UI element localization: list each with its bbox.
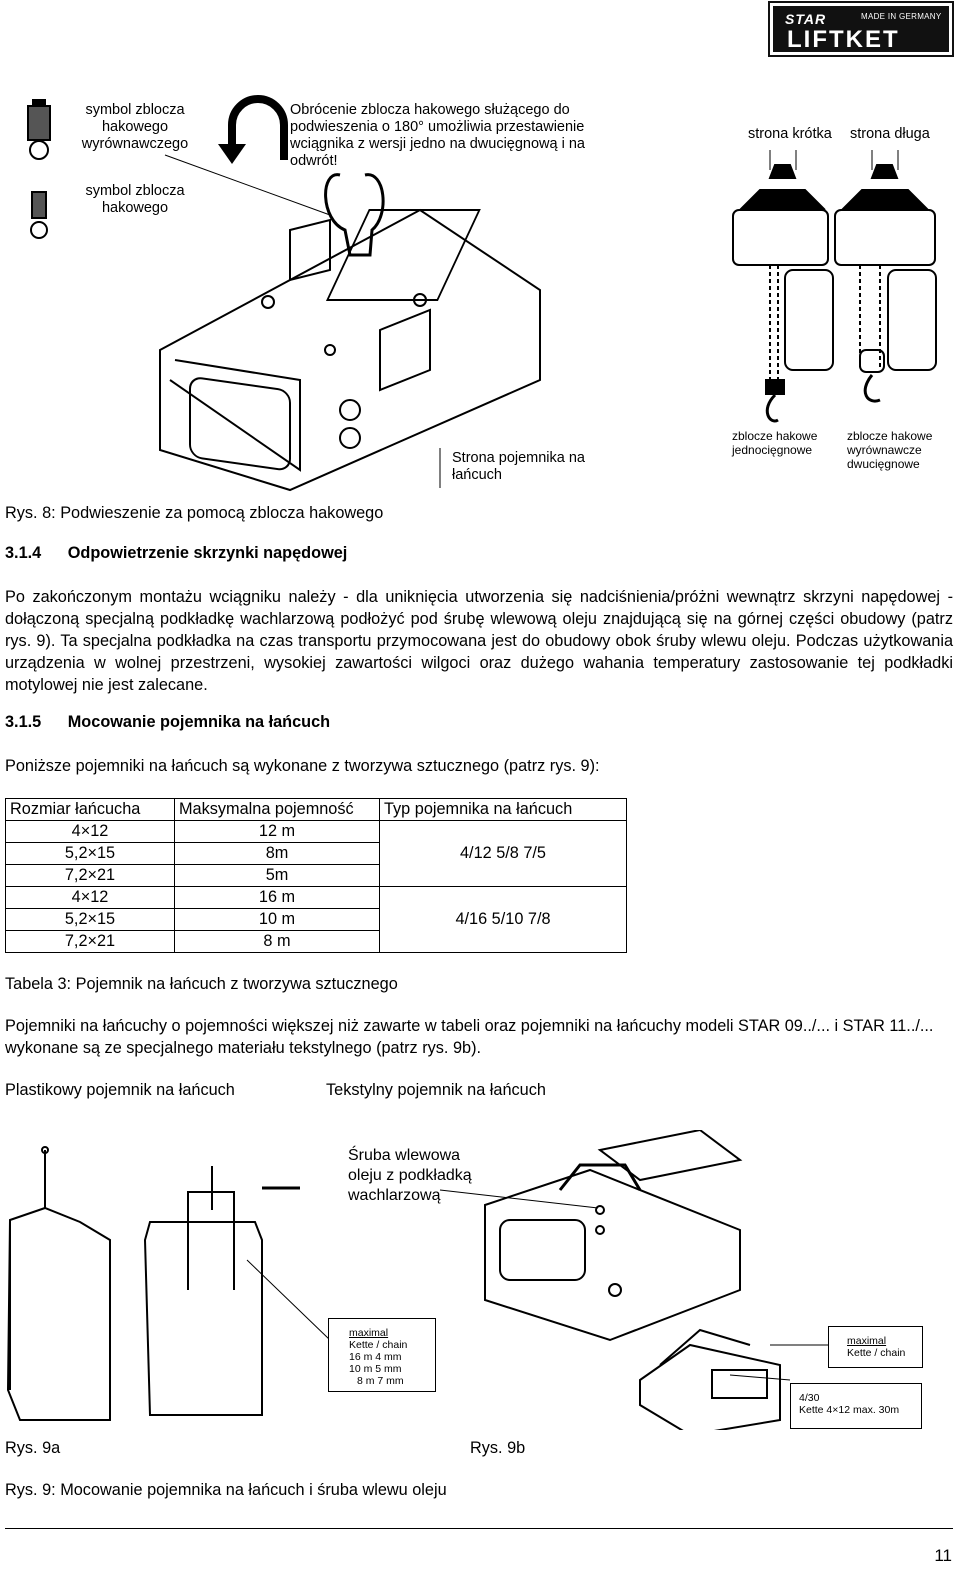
- box-textile-title: maximal: [847, 1335, 887, 1347]
- box-plastic-line: 10 m 5 mm: [349, 1363, 402, 1375]
- label-textile-container: Tekstylny pojemnik na łańcuch: [326, 1081, 546, 1099]
- figure-8-caption: Rys. 8: Podwieszenie za pomocą zblocza hakowego: [5, 504, 384, 522]
- label-short-side: strona krótka: [748, 126, 832, 142]
- box-textile-sub: Kette / chain: [847, 1347, 906, 1359]
- table-cell-type: 4/12 5/8 7/5: [380, 821, 627, 887]
- logo-brand-bottom: LIFTKET: [787, 26, 900, 53]
- single-fall-hoist-drawing: [733, 165, 833, 421]
- table-header-cell: Rozmiar łańcucha: [6, 799, 175, 821]
- brand-logo: [770, 3, 952, 55]
- table-cell: 12 m: [175, 821, 380, 843]
- box-plastic-line: 16 m 4 mm: [349, 1351, 402, 1363]
- textile-note: Pojemniki na łańcuchy o pojemności większej niż zawarte w tabeli oraz pojemniki na łańcuchy modeli STAR 09../... i STAR 11../... wykonane są ze specjalnego materiału tekstylnego (patrz rys. 9b).: [5, 1017, 934, 1057]
- table-row: [6, 821, 627, 843]
- label-single-fall: zblocze hakowe jednocięgnowe: [732, 429, 818, 457]
- box-type-line2: Kette 4×12 max. 30m: [799, 1404, 900, 1416]
- section-315-title: Mocowanie pojemnika na łańcuch: [67, 713, 331, 731]
- label-figure-9a: Rys. 9a: [5, 1439, 61, 1457]
- label-long-side: strona długa: [850, 126, 930, 142]
- textile-hoist-drawing: [440, 1130, 780, 1430]
- plastic-container-front-drawing: [145, 1166, 300, 1415]
- table-header-row: [6, 799, 627, 821]
- table-cell: 4×12: [6, 821, 175, 843]
- table-cell: 7,2×21: [6, 865, 175, 887]
- label-plastic-container: Plastikowy pojemnik na łańcuch: [5, 1081, 235, 1099]
- table-cell: 4×12: [6, 887, 175, 909]
- label-container-side: Strona pojemnika na łańcuch: [452, 450, 585, 483]
- figure-9-caption: Rys. 9: Mocowanie pojemnika na łańcuch i śruba wlewu oleju: [5, 1481, 447, 1499]
- table-cell: 7,2×21: [6, 931, 175, 953]
- section-314-title: Odpowietrzenie skrzynki napędowej: [67, 544, 348, 562]
- table-cell: 5,2×15: [6, 909, 175, 931]
- table-cell: 8m: [175, 843, 380, 865]
- box-plastic-sub: Kette / chain: [349, 1339, 408, 1351]
- table-cell: 10 m: [175, 909, 380, 931]
- label-hook-symbol: symbol zblocza hakowego: [85, 183, 185, 216]
- box-plastic-title: maximal: [349, 1327, 389, 1339]
- section-314-number: 3.1.4: [5, 544, 42, 562]
- box-plastic-line: 8 m 7 mm: [357, 1375, 404, 1387]
- label-rotation-note: Obrócenie zblocza hakowego służącego do podwieszenia o 180° umożliwia przestawienie wciągnika z wersji jedno na dwucięgnową i na odwrót!: [290, 102, 585, 169]
- logo-brand-top: STAR: [785, 11, 827, 27]
- label-figure-9b: Rys. 9b: [470, 1439, 526, 1457]
- rotation-arrow-icon: [218, 99, 284, 164]
- section-314-heading: [5, 544, 347, 563]
- label-double-fall: zblocze hakowe wyrównawcze dwucięgnowe: [847, 429, 933, 471]
- label-balanced-hook-symbol: symbol zblocza hakowego wyrównawczego: [81, 102, 189, 152]
- hoist-drawing: [160, 155, 540, 490]
- label-box-plastic-capacity: [328, 1318, 436, 1392]
- section-314-body: Po zakończonym montażu wciągniku należy - dla uniknięcia utworzenia się nadciśnienia/próżni wewnątrz skrzyni napędowej - dołączoną specjalną podkładkę wachlarzową podłożyć pod śrubę wlewową oleju znajdującą się na górnej części obudowy (patrz rys. 9). Ta specjalna podkładka na czas transportu przymocowana jest do obudowy obok śruby wlewu oleju. Podczas użytkowania urządzenia w wolnej przestrzeni, wysokiej zawartości wilgoci oraz dużego wahania temperatury zastosowanie tej podkładki motylowej nie jest zalecane.: [5, 588, 953, 694]
- section-315-number: 3.1.5: [5, 713, 42, 731]
- page-number: 11: [934, 1546, 952, 1565]
- plastic-container-side-drawing: [8, 1147, 110, 1420]
- table-cell: 5m: [175, 865, 380, 887]
- chain-container-table: [5, 798, 627, 953]
- label-box-textile-capacity: [828, 1326, 923, 1368]
- balanced-hook-symbol-icon: [28, 100, 50, 159]
- footer-divider: [5, 1528, 953, 1529]
- double-fall-hoist-drawing: [835, 165, 936, 401]
- table-cell-type: 4/16 5/10 7/8: [380, 887, 627, 953]
- table-3-caption: Tabela 3: Pojemnik na łańcuch z tworzywa sztucznego: [5, 975, 398, 993]
- figure-8: [0, 80, 960, 500]
- table-header-cell: Maksymalna pojemność: [175, 799, 380, 821]
- table-row: [6, 887, 627, 909]
- table-cell: 8 m: [175, 931, 380, 953]
- hook-symbol-icon: [31, 192, 47, 238]
- box-type-line1: 4/30: [799, 1392, 820, 1404]
- label-box-textile-type: [790, 1383, 922, 1429]
- table-header-cell: Typ pojemnika na łańcuch: [380, 799, 627, 821]
- table-cell: 5,2×15: [6, 843, 175, 865]
- section-315-heading: [5, 713, 330, 732]
- label-oil-screw: Śruba wlewowa oleju z podkładką wachlarzową: [348, 1147, 472, 1204]
- section-315-intro: Poniższe pojemniki na łańcuch są wykonane z tworzywa sztucznego (patrz rys. 9):: [5, 757, 600, 775]
- logo-tagline: MADE IN GERMANY: [861, 12, 942, 21]
- table-cell: 16 m: [175, 887, 380, 909]
